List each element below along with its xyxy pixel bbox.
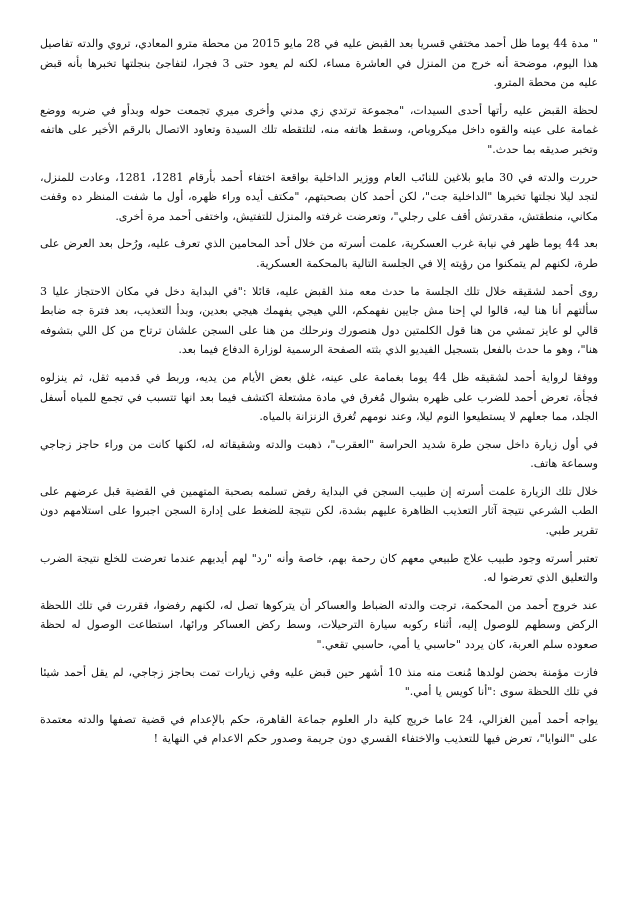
- paragraph-4: بعد 44 يوما ظهر في نيابة غرب العسكرية، علمت أسرته من خلال أحد المحامين الذي تعرف عليه، ورُحل بعد العرض على طرة، لكنهم لم يتمكنوا من رؤيته إلا في الجلسة التالية بالمحكمة العسكرية.: [40, 237, 598, 270]
- paragraph-2: لحظة القبض عليه رأتها أحدى السيدات، "مجموعة ترتدي زي مدني وأخرى ميري تجمعت حوله وبدأو في ضربه ووضع غمامة على عينه والقوه داخل ميكروباص، وسقط هاتفه منه، لتلتقطه تلك السيدة وتعاود الاتصال بالرقم الأخير على هاتفه وتخبر صديقه بما حدث.": [40, 103, 598, 156]
- document-body: [40, 34, 598, 757]
- paragraph-1: " مدة 44 يوما ظل أحمد مختفي قسريا بعد القبض عليه في 28 مايو 2015 من محطة مترو المعادي، تروي والدته تفاصيل هذا اليوم، موضحة أنه خرج من المنزل في العاشرة مساء، لكنه لم يعود حتى 3 فجرا، لتفاجئ بنجلتها تخبرها بأنه قبض عليه من محطة المترو.: [40, 37, 598, 90]
- paragraph-11: فازت مؤمنة بحضن لولدها مُنعت منه منذ 10 أشهر حين قبض عليه وفي زيارات تمت بحاجز زجاجي، لم يقل أحمد شيئا في تلك اللحظة سوى :"أنا كويس يا أمي.": [40, 665, 598, 699]
- paragraph-5: روى أحمد لشقيقه خلال تلك الجلسة ما حدث معه منذ القبض عليه، قائلا :"في البداية دخل في مكان الاحتجاز عليا 3 سألتهم أنا هنا ليه، قالوا لي إحنا مش جايين نفهمكم، اللي هيجي يفهمك هيجي بعدين، وبدأ التعذيب، بعد فترة جه ضابط قالي لو عايز تمشي من هنا قول الكلمتين دول هنصورك ونرحلك من هنا على السجن علشان ترتاح من كل اللي بتشوفه هنا"، وهو ما حدث بالفعل بتسجيل الفيديو الذي بثته الصفحة الرسمية لوزارة الدفاع فيما بعد.: [40, 284, 598, 357]
- paragraph-8: خلال تلك الزيارة علمت أسرته إن طبيب السجن في البداية رفض تسلمه بصحبة المتهمين في القضية قبل عرضهم على الطب الشرعي نتيجة آثار التعذيب الظاهرة عليهم بشدة، لكن نتيجة للضغط على إدارة السجن اجبروا على استلامهم دون تقرير طبي.: [40, 484, 598, 538]
- paragraph-12: يواجه أحمد أمين الغزالي، 24 عاما خريج كلية دار العلوم جماعة القاهرة، حكم بالإعدام في قضية تصفها والدته معتمدة على "النوايا"، تعرض فيها للتعذيب والاختفاء القسري دون جريمة وصدور حكم الاعدام في النهاية !: [40, 712, 598, 746]
- paragraph-3: حررت والدته في 30 مايو بلاغين للنائب العام ووزير الداخلية بواقعة اختفاء أحمد بأرقام 1281، 1281، وعادت للمنزل، لتجد ليلا نجلتها تخبرها "الداخلية جت"، لكن أحمد كان بصحبتهم، "مكتف أيده وراء ظهره، أول ما شفت المنظر ده وقفت مكاني، منطقتش، مقدرتش أقف على رجلي"، وتعرضت غرفته والمنزل للتفتيش، واختفى أحمد مرة أخرى.: [40, 170, 599, 223]
- paragraph-10: عند خروج أحمد من المحكمة، ترجت والدته الضباط والعساكر أن يتركوها تصل له، لكنهم رفضوا، فقررت في تلك اللحظة الركض وسطهم للوصول إليه، أثناء ركوبه سيارة الترحيلات، وسط ركض العساكر ورائها، استطاعت الوصول له لحظة صعوده سلم العربة، كان يردد "حاسبي يا أمي، حاسبي تقعي.": [40, 598, 598, 652]
- paragraph-9: تعتبر أسرته وجود طبيب علاج طبيعي معهم كان رحمة بهم، خاصة وأنه "رد" لهم أيديهم عندما تعرضت للخلع نتيجة الضرب والتعليق الذي تعرضوا له.: [40, 551, 598, 585]
- paragraph-7: في أول زيارة داخل سجن طرة شديد الحراسة "العقرب"، ذهبت والدته وشقيقاته له، لكنها كانت من وراء حاجز زجاجي وسماعة هاتف.: [40, 437, 598, 471]
- paragraph-6: ووفقا لرواية أحمد لشقيقه ظل 44 يوما بغمامة على عينه، غلق بعض الأيام من يديه، وربط في قدميه ثقل، ثم ينزلوه فجأة، تعرض أحمد للضرب على ظهره بشوال مُغرق في مادة مشتعلة اكتشف فيما بعد انها تتسبب في تجمع للمياه أسفل الجلد، مما جعلهم لا يستطيعوا النوم ليلا، وعند نومهم تُغرق الزنزانة بالمياه.: [40, 370, 598, 424]
